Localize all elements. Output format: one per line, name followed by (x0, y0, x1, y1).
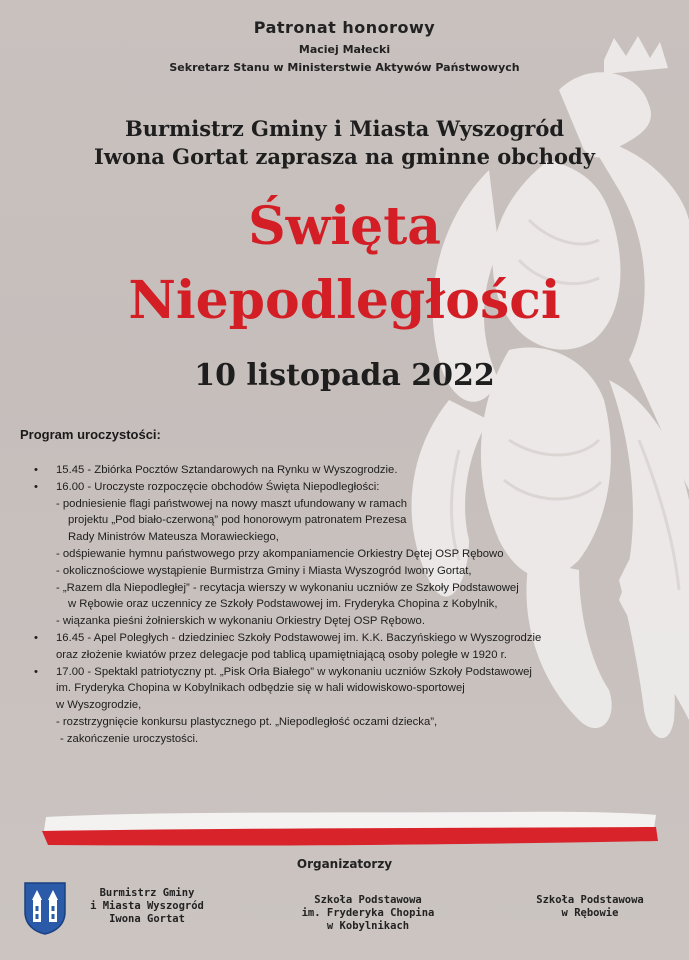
organizers-heading: Organizatorzy (296, 857, 393, 871)
program-subitem: w Rębowie oraz uczennicy ze Szkoły Podstawowej im. Fryderyka Chopina z Kobylnik, (68, 598, 498, 611)
program-subitem: - okolicznościowe wystąpienie Burmistrza Gminy i Miasta Wyszogród Iwony Gortat, (56, 564, 472, 577)
program-subitem: im. Fryderyka Chopina w Kobylnikach odbędzie się w hali widowiskowo-sportowej (56, 682, 465, 695)
organizer-school-kobylniki: Szkoła Podstawowa im. Fryderyka Chopina w Kobylnikach (301, 894, 435, 932)
inviter-line-1: Burmistrz Gminy i Miasta Wyszogród (124, 116, 565, 141)
program-heading: Program uroczystości: (20, 427, 161, 442)
patron-name: Maciej Małecki (298, 43, 391, 56)
patronage-title: Patronat honorowy (253, 18, 436, 37)
patron-role: Sekretarz Stanu w Ministerstwie Aktywów Państwowych (169, 61, 520, 74)
program-subitem: w Wyszogrodzie, (56, 699, 142, 712)
organizer-mayor: Burmistrz Gminy i Miasta Wyszogród Iwona Gortat (90, 887, 204, 925)
program-subitem: - podniesienie flagi państwowej na nowy maszt ufundowany w ramach (56, 497, 408, 510)
program-item: • 16.00 - Uroczyste rozpoczęcie obchodów Święta Niepodległości: (18, 479, 668, 496)
inviter-line-2: Iwona Gortat zaprasza na gminne obchody (94, 144, 595, 169)
program-subitem: - zakończenie uroczystości. (60, 732, 199, 745)
event-date: 10 listopada 2022 (194, 358, 495, 393)
event-title-line-1: Święta (248, 196, 441, 257)
program-subitem: - odśpiewanie hymnu państwowego przy akompaniamencie Orkiestry Dętej OSP Rębowo (56, 547, 504, 560)
program-subitem: - wiązanka pieśni żołnierskich w wykonaniu Orkiestry Dętej OSP Rębowo. (56, 615, 425, 628)
program-item: • 17.00 - Spektakl patriotyczny pt. „Pisk Orła Białego” w wykonaniu uczniów Szkoły Podstawowej (18, 664, 668, 681)
organizer-school-rebowo: Szkoła Podstawowa w Rębowie (536, 894, 644, 919)
event-title-line-2: Niepodległości (128, 270, 561, 331)
wyszogrod-coat-of-arms-icon (22, 880, 68, 936)
program-subitem: oraz złożenie kwiatów przez delegacje pod tablicą upamiętniającą osoby poległe w 1920 r. (56, 648, 507, 661)
program-item: • 15.45 - Zbiórka Pocztów Sztandarowych na Rynku w Wyszogrodzie. (18, 462, 668, 479)
polish-flag-brush-stroke (38, 807, 662, 851)
program-subitem: Rady Ministrów Mateusza Morawieckiego, (68, 531, 279, 544)
program-list (18, 462, 668, 748)
program-item: • 16.45 - Apel Poległych - dziedziniec Szkoły Podstawowej im. K.K. Baczyńskiego w Wyszogrodzie (18, 630, 668, 647)
program-subitem: - rozstrzygnięcie konkursu plastycznego pt. „Niepodległość oczami dziecka”, (56, 715, 438, 728)
program-subitem: - „Razem dla Niepodległej” - recytacja wierszy w wykonaniu uczniów ze Szkoły Podstawowej (56, 581, 519, 594)
program-subitem: projektu „Pod biało-czerwoną” pod honorowym patronatem Prezesa (68, 514, 407, 527)
